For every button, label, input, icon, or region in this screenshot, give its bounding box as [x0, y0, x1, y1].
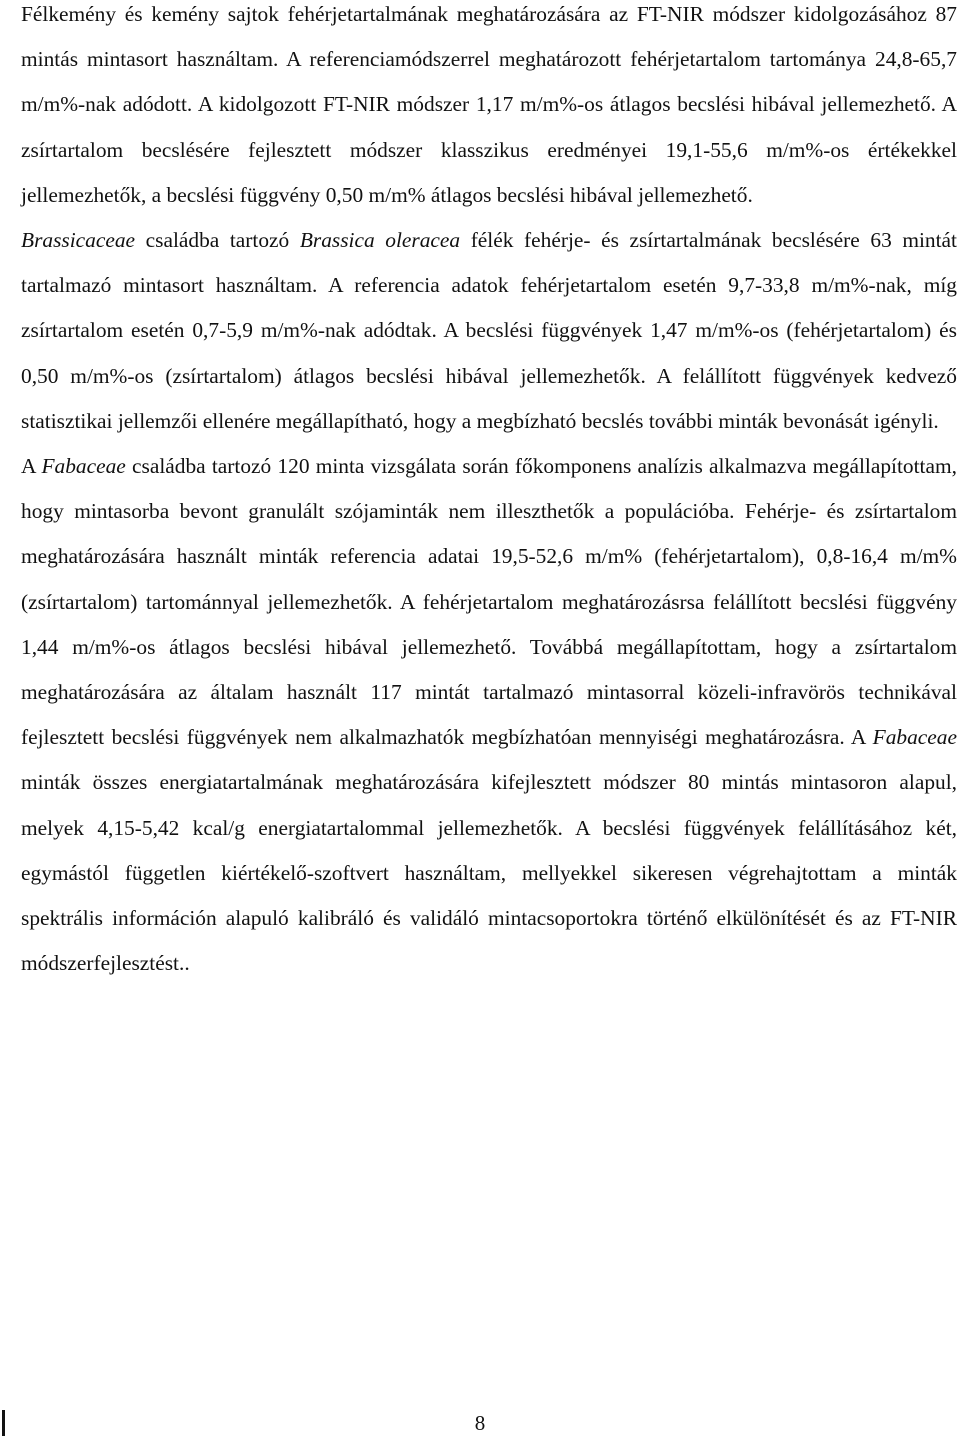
paragraph-text: minták összes energiatartalmának meghatározására kifejlesztett módszer 80 mintás mintasoron alapul, melyek 4,15-5,42 kcal/g energiatartalommal jellemezhetők. A becslési függvények felállításához két, egymástól független kiértékelő-szoftvert használtam, mellyekkel sikeresen végrehajtottam a minták spektrális információn alapuló kalibráló és validáló mintacsoportokra történő elkülönítését és az FT-NIR módszerfejlesztést..	[21, 770, 957, 976]
page-number: 8	[474, 1411, 486, 1435]
italic-term: Brassica oleracea	[299, 228, 461, 253]
italic-term: Fabaceae	[872, 725, 957, 750]
paragraph-fabaceae	[21, 444, 957, 986]
italic-term: Brassicaceae	[21, 228, 136, 253]
paragraph-text: családba tartozó 120 minta vizsgálata során főkomponens analízis alkalmazva megállapítottam, hogy mintasorba bevont granulált szójaminták nem illeszthetők a populációba. Fehérje- és zsírtartalom meghatározására használt minták referencia adatai 19,5-52,6 m/m% (fehérjetartalom), 0,8-16,4 m/m% (zsírtartalom) tartománnyal jellemezhetők. A fehérjetartalom meghatározásrsa felállított becslési függvény 1,44 m/m%-os átlagos becslési hibával jellemezhető. Továbbá megállapítottam, hogy a zsírtartalom meghatározására az általam használt 117 mintát tartalmazó mintasorral közeli-infravörös technikával fejlesztett becslési függvények nem alkalmazhatók megbízhatóan mennyiségi meghatározásra. A	[21, 454, 957, 750]
paragraph-dairy-cheese	[21, 0, 957, 218]
document-body	[21, 0, 957, 986]
paragraph-text: családba tartozó	[135, 228, 300, 253]
paragraph-text: A	[21, 454, 42, 479]
paragraph-brassicaceae	[21, 218, 957, 444]
paragraph-text: félék fehérje- és zsírtartalmának becslésére 63 mintát tartalmazó mintasort használtam. A referencia adatok fehérjetartalom esetén 9,7-33,8 m/m%-nak, míg zsírtartalom esetén 0,7-5,9 m/m%-nak adódtak. A becslési függvények 1,47 m/m%-os (fehérjetartalom) és 0,50 m/m%-os (zsírtartalom) átlagos becslési hibával jellemezhetők. A felállított függvények kedvező statisztikai jellemzői ellenére megállapítható, hogy a megbízható becslés további minták bevonását igényli.	[21, 228, 957, 433]
paragraph-text: Félkemény és kemény sajtok fehérjetartalmának meghatározására az FT-NIR módszer kidolgozásához 87 mintás mintasort használtam. A referenciamódszerrel meghatározott fehérjetartalom tartománya 24,8-65,7 m/m%-nak adódott. A kidolgozott FT-NIR módszer 1,17 m/m%-os átlagos becslési hibával jellemezhető. A zsírtartalom becslésére fejlesztett módszer klasszikus eredményei 19,1-55,6 m/m%-os értékekkel jellemezhetők, a becslési függvény 0,50 m/m% átlagos becslési hibával jellemezhető.	[21, 2, 957, 207]
italic-term: Fabaceae	[41, 454, 126, 479]
